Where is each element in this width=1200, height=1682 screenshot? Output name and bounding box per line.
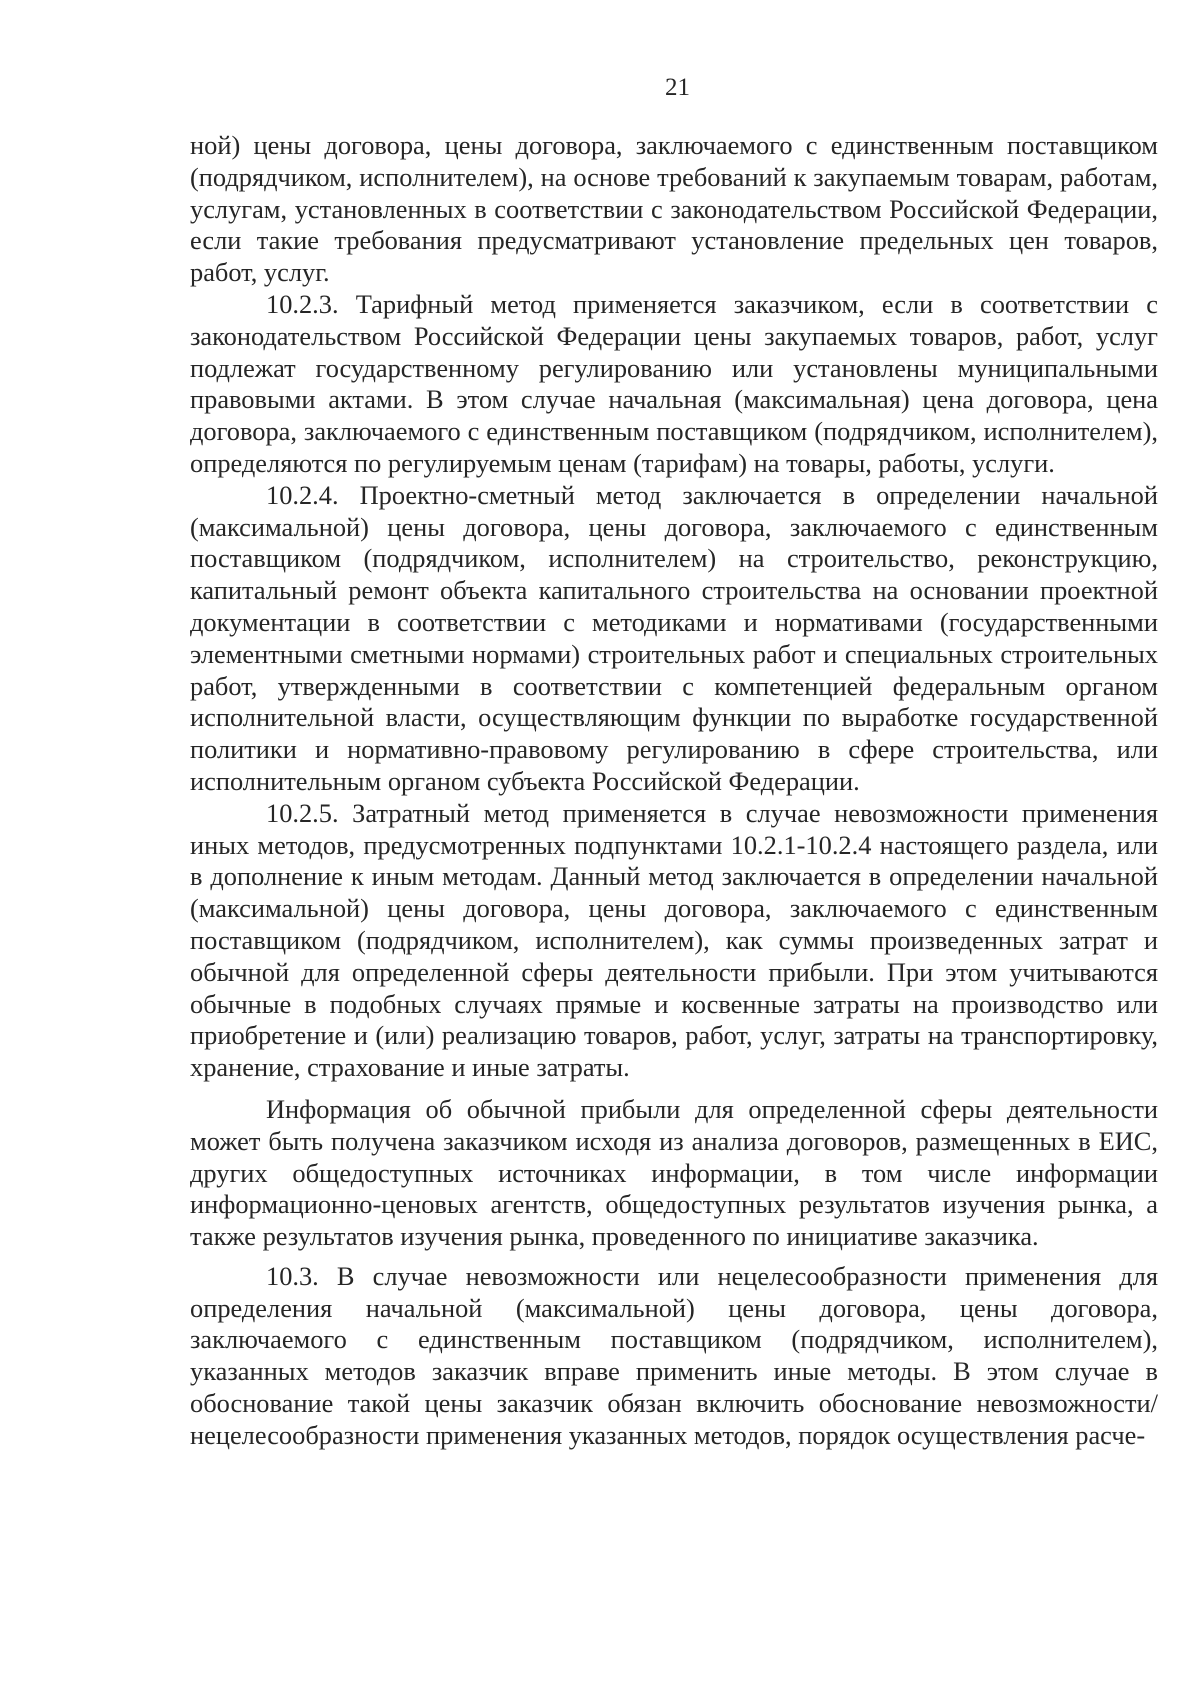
paragraph-profit-info: Информация об обычной прибыли для определенной сферы деятельности может быть получена заказчиком исходя из анализа договоров, размещенных в ЕИС, других общедоступных источниках информации, в том числе информации информационно-ценовых агентств, общедоступных результатов изучения рынка, а также результатов изучения рынка, проведенного по инициативе заказчика. (190, 1093, 1158, 1252)
paragraph-10-2-4: 10.2.4. Проектно-сметный метод заключается в определении начальной (максимальной) цены договора, цены договора, заключаемого с единственным поставщиком (подрядчиком, исполнителем) на строительство, реконструкцию, капитальный ремонт объекта капитального строительства на основании проектной документации в соответствии с методиками и нормативами (государственными элементными сметными нормами) строительных работ и специальных строительных работ, утвержденными в соответствии с компетенцией федеральным органом исполнительной власти, осуществляющим функции по выработке государственной политики и нормативно-правовому регулированию в сфере строительства, или исполнительным органом субъекта Российской Федерации. (190, 479, 1158, 796)
paragraph-10-2-3: 10.2.3. Тарифный метод применяется заказчиком, если в соответствии с законодательством Российской Федерации цены закупаемых товаров, работ, услуг подлежат государственному регулированию или установлены муниципальными правовыми актами. В этом случае начальная (максимальная) цена договора, цена договора, заключаемого с единственным поставщиком (подрядчиком, исполнителем), определяются по регулируемым ценам (тарифам) на товары, работы, услуги. (190, 288, 1158, 478)
page-number: 21 (665, 74, 690, 101)
paragraph-continuation: ной) цены договора, цены договора, заключаемого с единственным поставщиком (подрядчиком, исполнителем), на основе требований к закупаемым товарам, работам, услугам, установленных в соответствии с законодательством Российской Федерации, если такие требования предусматривают установление предельных цен товаров, работ, услуг. (190, 130, 1158, 288)
paragraph-10-3: 10.3. В случае невозможности или нецелесообразности применения для определения начальной (максимальной) цены договора, цены договора, заключаемого с единственным поставщиком (подрядчиком, исполнителем), указанных методов заказчик вправе применить иные методы. В этом случае в обоснование такой цены заказчик обязан включить обоснование невозможности/нецелесообразности применения указанных методов, порядок осуществления расче- (190, 1260, 1158, 1450)
document-body (190, 130, 1158, 1452)
paragraph-10-2-5: 10.2.5. Затратный метод применяется в случае невозможности применения иных методов, предусмотренных подпунктами 10.2.1-10.2.4 настоящего раздела, или в дополнение к иным методам. Данный метод заключается в определении начальной (максимальной) цены договора, цены договора, заключаемого с единственным поставщиком (подрядчиком, исполнителем), как суммы произведенных затрат и обычной для определенной сферы деятельности прибыли. При этом учитываются обычные в подобных случаях прямые и косвенные затраты на производство или приобретение и (или) реализацию товаров, работ, услуг, затраты на транспортировку, хранение, страхование и иные затраты. (190, 797, 1158, 1083)
